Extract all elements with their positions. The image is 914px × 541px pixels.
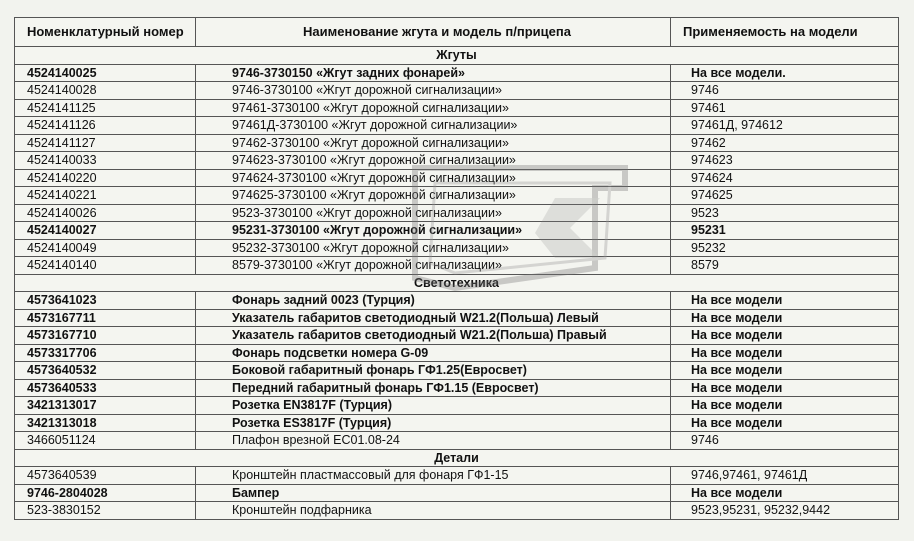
cell-part-number: 4524140221 — [15, 187, 196, 205]
cell-part-number: 4524140026 — [15, 204, 196, 222]
cell-applicability: 9746,97461, 97461Д — [671, 467, 899, 485]
cell-part-number: 4573167710 — [15, 327, 196, 345]
cell-applicability: 9746 — [671, 82, 899, 100]
parts-table — [14, 17, 899, 520]
cell-part-number: 4524140025 — [15, 64, 196, 82]
cell-applicability: На все модели — [671, 327, 899, 345]
cell-part-number: 4573640539 — [15, 467, 196, 485]
section-row — [15, 274, 899, 292]
cell-name: Бампер — [196, 484, 671, 502]
cell-applicability: На все модели — [671, 397, 899, 415]
table-row — [15, 222, 899, 240]
header-part-number: Номенклатурный номер — [15, 18, 196, 47]
cell-part-number: 4524140033 — [15, 152, 196, 170]
cell-name: 9746-3730100 «Жгут дорожной сигнализации» — [196, 82, 671, 100]
cell-name: 8579-3730100 «Жгут дорожной сигнализации» — [196, 257, 671, 275]
cell-name: 9746-3730150 «Жгут задних фонарей» — [196, 64, 671, 82]
table-row — [15, 257, 899, 275]
cell-applicability: На все модели — [671, 414, 899, 432]
table-body — [15, 47, 899, 520]
table-row — [15, 187, 899, 205]
header-applicability: Применяемость на модели — [671, 18, 899, 47]
table-row — [15, 502, 899, 520]
cell-applicability: 9523 — [671, 204, 899, 222]
table-row — [15, 432, 899, 450]
cell-part-number: 4524140028 — [15, 82, 196, 100]
table-row — [15, 309, 899, 327]
cell-applicability: На все модели — [671, 344, 899, 362]
cell-applicability: 9746 — [671, 432, 899, 450]
cell-name: 95232-3730100 «Жгут дорожной сигнализации» — [196, 239, 671, 257]
table-row — [15, 344, 899, 362]
section-label: Детали — [15, 449, 899, 467]
cell-name: Розетка ES3817F (Турция) — [196, 414, 671, 432]
cell-applicability: На все модели — [671, 292, 899, 310]
table-row — [15, 99, 899, 117]
cell-name: Указатель габаритов светодиодный W21.2(Польша) Правый — [196, 327, 671, 345]
cell-name: 95231-3730100 «Жгут дорожной сигнализации» — [196, 222, 671, 240]
cell-name: Кронштейн подфарника — [196, 502, 671, 520]
section-label: Жгуты — [15, 47, 899, 65]
cell-name: Плафон врезной ЕС01.08-24 — [196, 432, 671, 450]
cell-applicability: На все модели — [671, 484, 899, 502]
cell-applicability: 974624 — [671, 169, 899, 187]
table-row — [15, 134, 899, 152]
cell-name: Кронштейн пластмассовый для фонаря ГФ1-15 — [196, 467, 671, 485]
table-row — [15, 117, 899, 135]
cell-part-number: 4524140220 — [15, 169, 196, 187]
cell-part-number: 4573640533 — [15, 379, 196, 397]
table-row — [15, 362, 899, 380]
cell-applicability: 974625 — [671, 187, 899, 205]
table-row — [15, 152, 899, 170]
cell-name: Фонарь подсветки номера G-09 — [196, 344, 671, 362]
table-row — [15, 64, 899, 82]
cell-applicability: 97461Д, 974612 — [671, 117, 899, 135]
header-row — [15, 18, 899, 47]
table-row — [15, 397, 899, 415]
cell-part-number: 4573167711 — [15, 309, 196, 327]
cell-applicability: 97462 — [671, 134, 899, 152]
cell-name: 97462-3730100 «Жгут дорожной сигнализации» — [196, 134, 671, 152]
cell-name: 97461-3730100 «Жгут дорожной сигнализации» — [196, 99, 671, 117]
cell-part-number: 4524140049 — [15, 239, 196, 257]
cell-part-number: 4524140027 — [15, 222, 196, 240]
cell-applicability: 95232 — [671, 239, 899, 257]
section-row — [15, 47, 899, 65]
cell-applicability: 95231 — [671, 222, 899, 240]
cell-name: 9523-3730100 «Жгут дорожной сигнализации» — [196, 204, 671, 222]
cell-name: 97461Д-3730100 «Жгут дорожной сигнализации» — [196, 117, 671, 135]
cell-name: Фонарь задний 0023 (Турция) — [196, 292, 671, 310]
cell-name: 974624-3730100 «Жгут дорожной сигнализации» — [196, 169, 671, 187]
cell-part-number: 4524141125 — [15, 99, 196, 117]
table-row — [15, 414, 899, 432]
cell-part-number: 4573317706 — [15, 344, 196, 362]
cell-part-number: 523-3830152 — [15, 502, 196, 520]
cell-part-number: 4573640532 — [15, 362, 196, 380]
table-row — [15, 239, 899, 257]
table-row — [15, 327, 899, 345]
table-row — [15, 484, 899, 502]
section-label: Светотехника — [15, 274, 899, 292]
cell-name: 974623-3730100 «Жгут дорожной сигнализации» — [196, 152, 671, 170]
cell-part-number: 4524141126 — [15, 117, 196, 135]
cell-part-number: 3466051124 — [15, 432, 196, 450]
cell-part-number: 3421313018 — [15, 414, 196, 432]
cell-applicability: На все модели — [671, 309, 899, 327]
cell-part-number: 4524140140 — [15, 257, 196, 275]
section-row — [15, 449, 899, 467]
cell-applicability: На все модели — [671, 362, 899, 380]
table-row — [15, 292, 899, 310]
cell-part-number: 4524141127 — [15, 134, 196, 152]
header-harness-name: Наименование жгута и модель п/прицепа — [196, 18, 671, 47]
cell-part-number: 4573641023 — [15, 292, 196, 310]
cell-part-number: 3421313017 — [15, 397, 196, 415]
table-row — [15, 82, 899, 100]
cell-applicability: 9523,95231, 95232,9442 — [671, 502, 899, 520]
cell-applicability: На все модели. — [671, 64, 899, 82]
table-row — [15, 379, 899, 397]
cell-name: Передний габаритный фонарь ГФ1.15 (Евросвет) — [196, 379, 671, 397]
cell-part-number: 9746-2804028 — [15, 484, 196, 502]
cell-name: Боковой габаритный фонарь ГФ1.25(Евросвет) — [196, 362, 671, 380]
cell-name: Указатель габаритов светодиодный W21.2(Польша) Левый — [196, 309, 671, 327]
cell-name: 974625-3730100 «Жгут дорожной сигнализации» — [196, 187, 671, 205]
table-row — [15, 467, 899, 485]
table-row — [15, 169, 899, 187]
cell-name: Розетка EN3817F (Турция) — [196, 397, 671, 415]
cell-applicability: 974623 — [671, 152, 899, 170]
cell-applicability: 8579 — [671, 257, 899, 275]
table-row — [15, 204, 899, 222]
cell-applicability: На все модели — [671, 379, 899, 397]
cell-applicability: 97461 — [671, 99, 899, 117]
